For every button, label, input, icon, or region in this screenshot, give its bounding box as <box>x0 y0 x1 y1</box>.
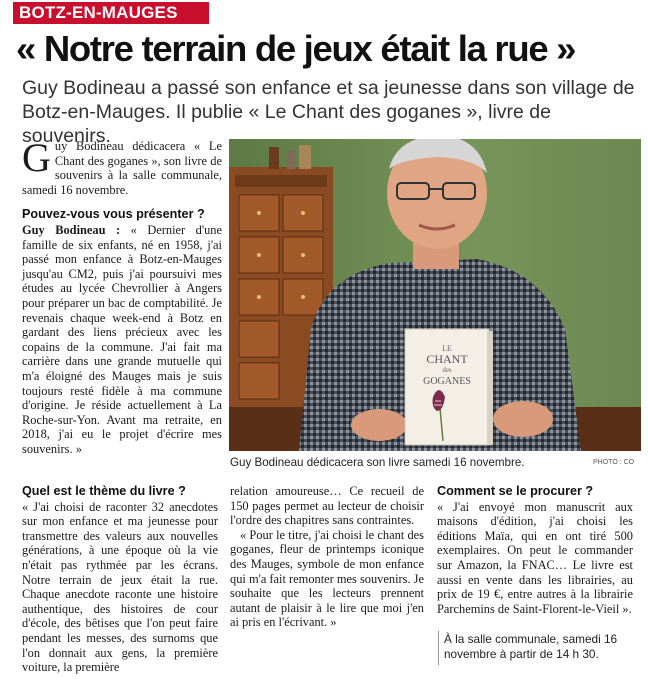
answer-2-part-1: « J'ai choisi de raconter 32 anecdotes sur mon enfance et ma jeunesse pour transmettre des valeurs aux nouvelles générations, à une époque où la vie n'était pas rythmée par les écrans. Notre terrain de jeux était la rue. Chaque anecdote raconte une histoire authentique, des histoires de cour d'école, des bêtises que l'on peut faire pendant les messes, des surnoms que l'on donnait aux gens, la première voiture, la première <box>22 499 218 675</box>
speaker-name: Guy Bodineau : <box>22 222 121 237</box>
section-tag: BOTZ-EN-MAUGES <box>13 2 209 24</box>
standfirst: Guy Bodineau a passé son enfance et sa jeunesse dans son village de Botz-en-Mauges. Il publie « Le Chant des goganes », livre de souvenirs. <box>22 77 635 147</box>
book-title-4: GOGANES <box>423 376 471 387</box>
question-1-heading: Pouvez-vous vous présenter ? <box>22 207 205 222</box>
answer-2-part-3: « Pour le titre, j'ai choisi le chant des goganes, fleur de printemps iconique des Mauges, symbole de mon enfance qui m'a fait remonter mes souvenirs. Je souhaite que les lecteurs prennent autant de plaisir à le lire que moi j'en ai pris en l'écrivant. » <box>230 527 424 630</box>
headline: « Notre terrain de jeux était la rue » <box>16 28 576 69</box>
book-title-3: des <box>442 366 452 374</box>
article-column-3 <box>230 484 424 630</box>
article-column-1 <box>22 135 222 456</box>
photo-credit: PHOTO : CO <box>593 459 635 466</box>
book-title-1: LE <box>442 344 452 353</box>
intro-text: uy Bodineau dédicacera « Le Chant des goganes », son livre de souvenirs à la salle communale, samedi 16 novembre. <box>22 139 222 197</box>
book-cover <box>405 329 493 445</box>
question-3-heading: Comment se le procurer ? <box>437 484 594 498</box>
article-column-2 <box>22 484 218 675</box>
answer-1 <box>22 223 222 457</box>
article-column-4 <box>437 484 633 616</box>
intro-paragraph <box>22 135 222 197</box>
question-2-heading: Quel est le thème du livre ? <box>22 484 186 498</box>
info-divider <box>438 631 439 665</box>
book-title-2: CHANT <box>426 352 468 366</box>
photo-caption: Guy Bodineau dédicacera son livre samedi 16 novembre. <box>230 456 525 469</box>
photo-illustration <box>229 139 641 451</box>
dropcap: G <box>22 135 51 180</box>
article-photo <box>229 139 641 451</box>
answer-2-part-2: relation amoureuse… Ce recueil de 150 pages permet au lecteur de choisir l'ordre des chapitres sans contraintes. <box>230 484 424 528</box>
answer-1-text: « Dernier d'une famille de six enfants, né en 1958, j'ai passé mon enfance à Botz-en-Mauges jusqu'au CM2, puis j'ai poursuivi mes études au lycée Chevrollier à Angers pour préparer un bac de comptabilité. Je revenais chaque week-end à Botz en gardant des liens précieux avec les copains de la commune. J'ai fait ma carrière dans une grande mutuelle qui m'a éloigné des Mauges mais je suis toujours resté fidèle à ma commune d'origine. Je réside actuellement à La Roche-sur-Yon. Avant ma retraite, en 2018, j'ai eu le projet d'écrire mes souvenirs. » <box>22 222 222 456</box>
answer-3: « J'ai envoyé mon manuscrit aux maisons d'édition, j'ai choisi les éditions Maïa, qui en ont tiré 500 exemplaires. On peut le commander sur Amazon, la FNAC… Le livre est aussi en vente dans les librairies, au prix de 19 €, entre autres à la librairie Parchemins de Saint-Florent-le-Vieil ». <box>437 499 633 616</box>
event-info: À la salle communale, samedi 16 novembre à partir de 14 h 30. <box>444 632 618 661</box>
